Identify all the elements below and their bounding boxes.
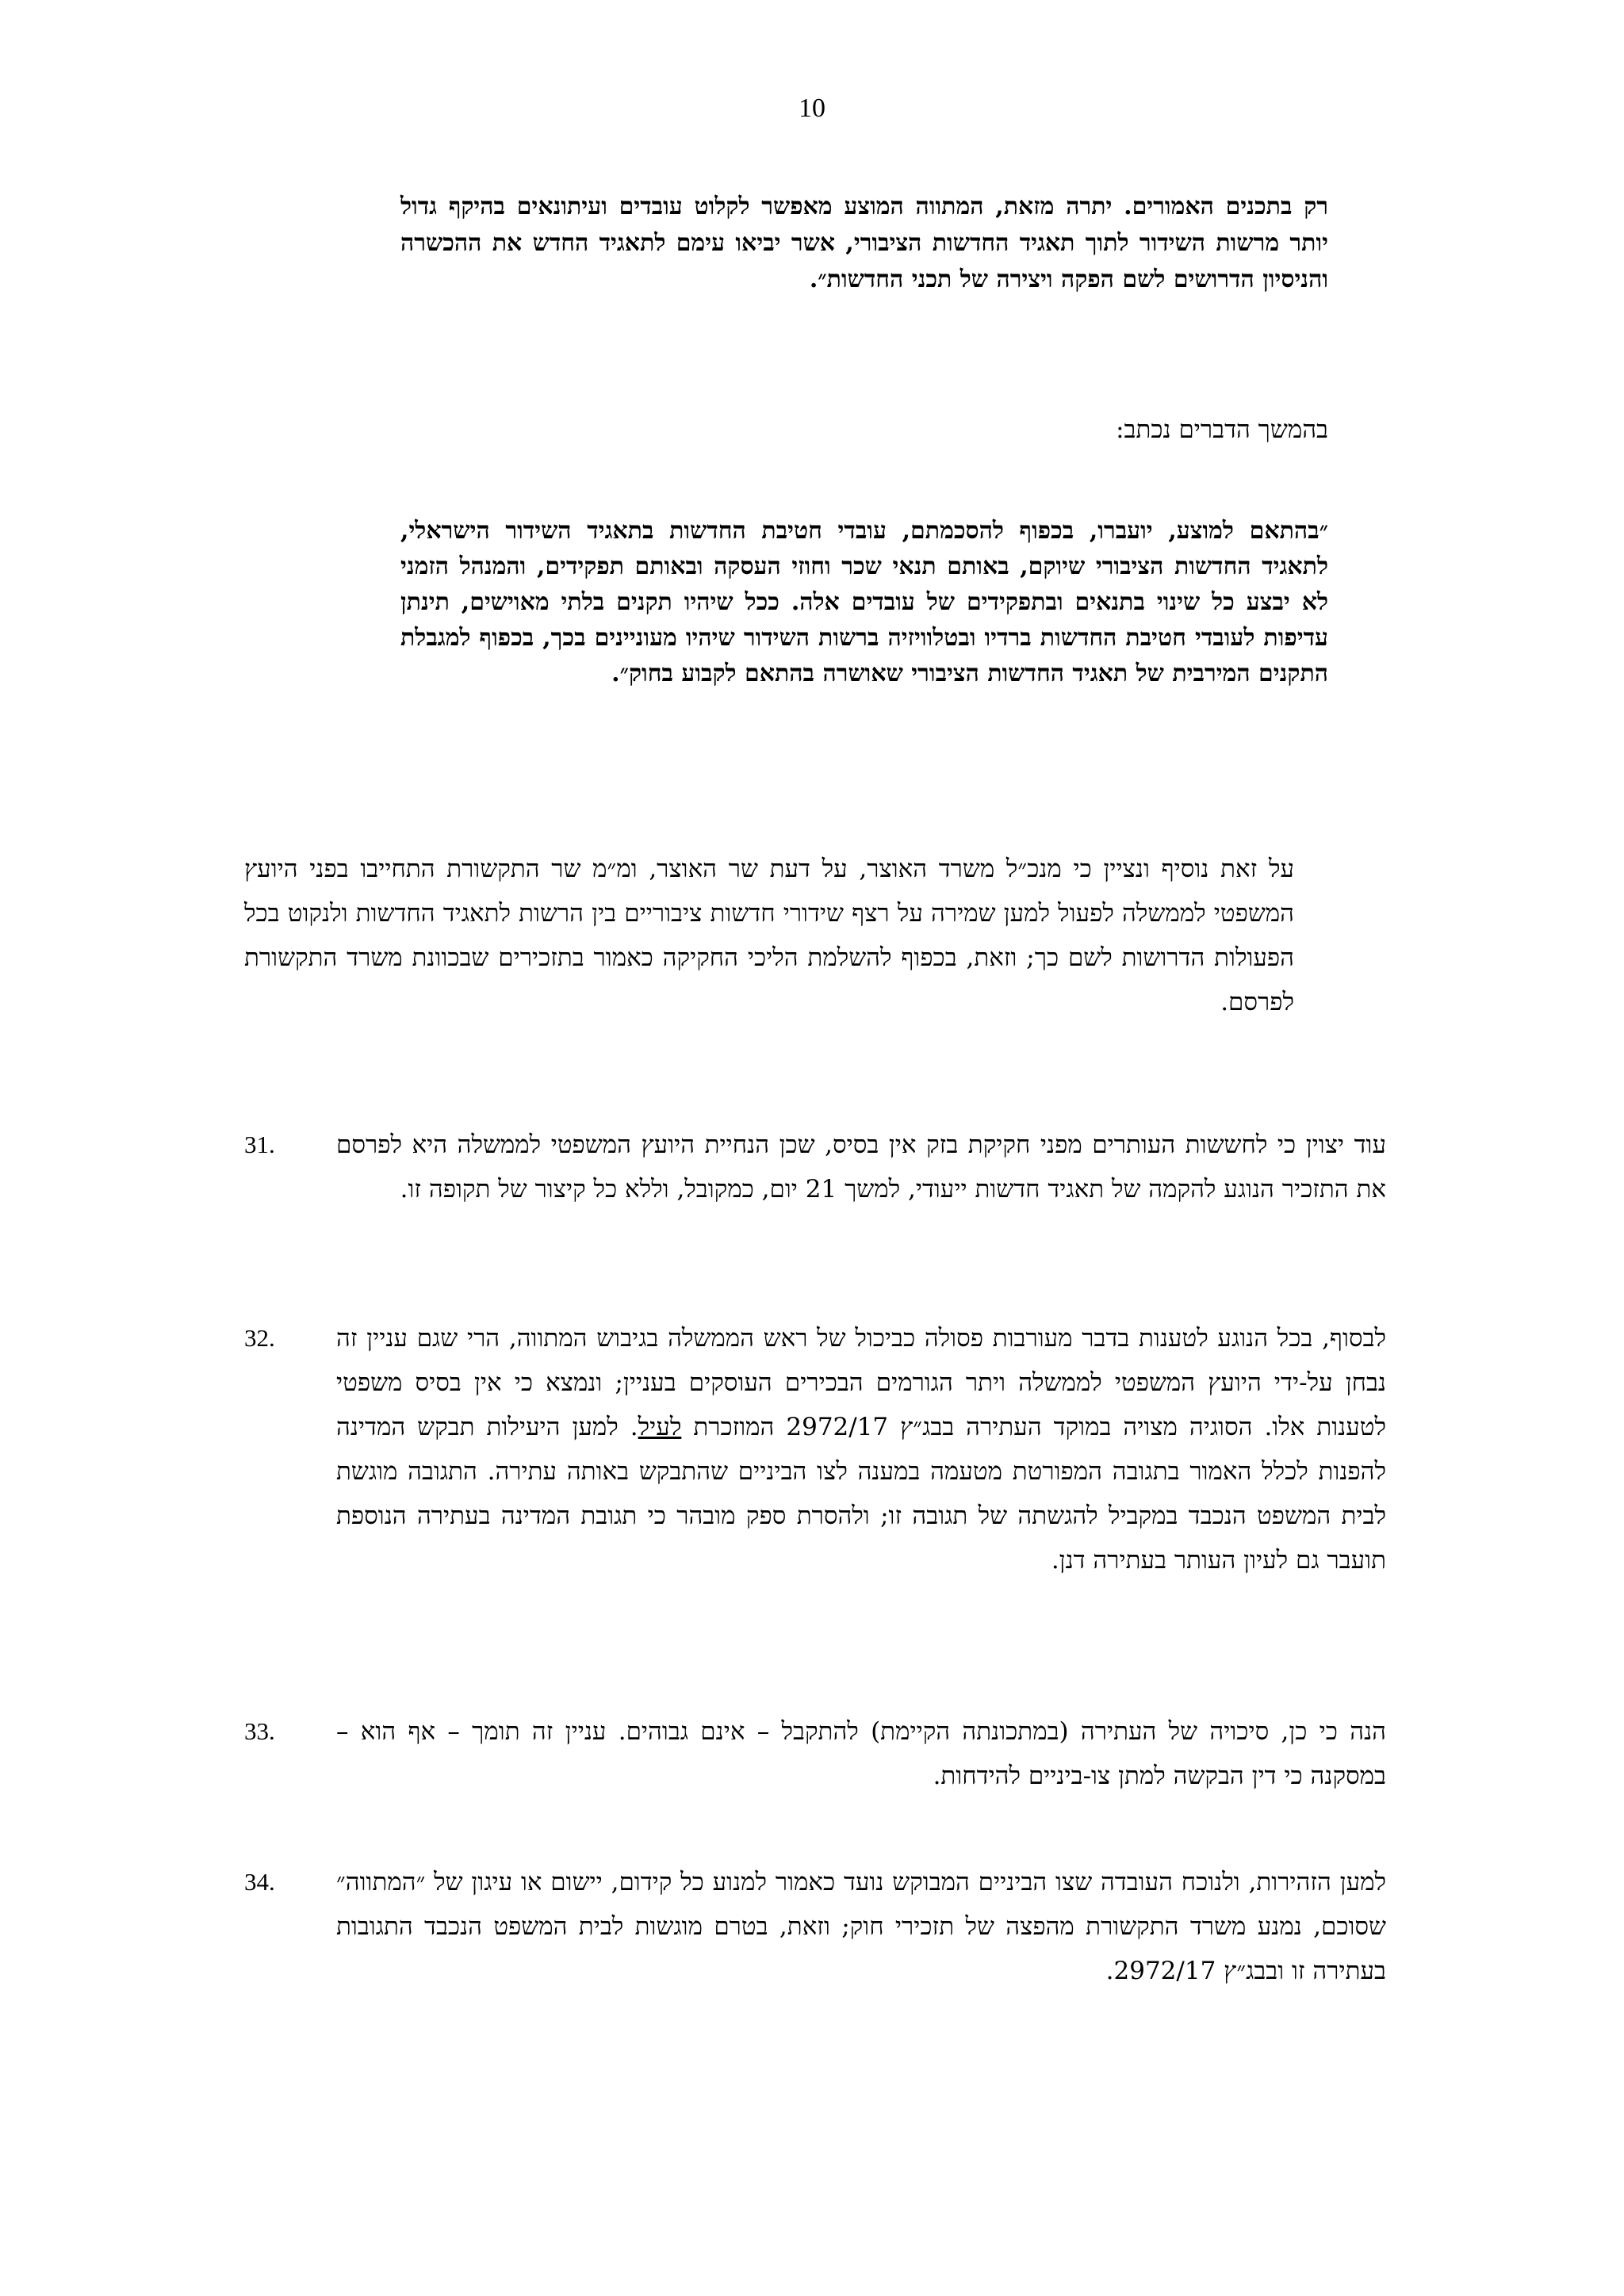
paragraph-32-number: 32. [244, 1324, 275, 1352]
paragraph-31-number: 31. [244, 1131, 275, 1158]
paragraph-32-underlined-ref: לעיל [638, 1413, 682, 1441]
paragraph-32-text [336, 1316, 1386, 1582]
paragraph-unnumbered: על זאת נוסיף ונציין כי מנכ״ל משרד האוצר, על דעת שר האוצר, ומ״מ שר התקשורת התחייבו בפני היועץ המשפטי לממשלה לפעול למען שמירה על רצף שידורי חדשות ציבוריים בין הרשות לתאגיד החדשות ולנקוט בכל הפעולות הדרושות לשם כך; וזאת, בכפוף להשלמת הליכי החקיקה כאמור בתזכירים שבכוונת משרד התקשורת לפרסם. [244, 855, 1294, 1016]
block-quote-second: ״בהתאם למוצע, יועברו, בכפוף להסכמתם, עובדי חטיבת החדשות בתאגיד השידור הישראלי, לתאגיד החדשות הציבורי שיוקם, באותם תנאי שכר וחוזי העסקה ובאותם תפקידים, והמנהל הזמני לא יבצע כל שינוי בתנאים ובתפקידים של עובדים אלה. ככל שיהיו תקנים בלתי מאוישים, תינתן עדיפות לעובדי חטיבת החדשות ברדיו ובטלוויזיה ברשות השידור שיהיו מעוניינים בכך, בכפוף למגבלת התקנים המירבית של תאגיד החדשות הציבורי שאושרה בהתאם לקבוע בחוק״. [400, 517, 1328, 687]
paragraph-34-text: למען הזהירות, ולנוכח העובדה שצו הביניים המבוקש נועד כאמור למנוע כל קידום, יישום או עיגון של ״המתווה״ שסוכם, נמנע משרד התקשורת מהפצה של תזכירי חוק; וזאת, בטרם מוגשות לבית המשפט הנכבד התגובות בעתירה זו ובבג״ץ 2972/17. [336, 1868, 1386, 1985]
paragraph-34-number: 34. [244, 1868, 275, 1896]
paragraph-33-number: 33. [244, 1717, 275, 1745]
paragraph-31-text: עוד יצוין כי לחששות העותרים מפני חקיקת בזק אין בסיס, שכן הנחיית היועץ המשפטי לממשלה היא לפרסם את התזכיר הנוגע להקמה של תאגיד חדשות ייעודי, למשך 21 יום, כמקובל, וללא כל קיצור של תקופה זו. [336, 1131, 1386, 1203]
paragraph-31 [244, 1123, 1386, 1211]
intro-line: בהמשך הדברים נכתב: [1116, 415, 1328, 444]
block-quote-top: רק בתכנים האמורים. יתרה מזאת, המתווה המוצע מאפשר לקלוט עובדים ועיתונאים בהיקף גדול יותר מרשות השידור לתוך תאגיד החדשות הציבורי, אשר יביאו עימם לתאגיד החדש את ההכשרה והניסיון הדרושים לשם הפקה ויצירה של תכני החדשות״. [400, 193, 1328, 293]
paragraph-32 [244, 1316, 1386, 1582]
paragraph-32-text-b: . למען היעילות תבקש המדינה להפנות לכלל האמור בתגובה המפורטת מטעמה במענה לצו הביניים שהתבקש באותה עתירה. התגובה מוגשת לבית המשפט הנכבד במקביל להגשתה של תגובה זו; ולהסרת ספק מובהר כי תגובת המדינה בעתירה הנוספת תועבר גם לעיון העותר בעתירה דנן. [336, 1413, 1386, 1575]
paragraph-33-text: הנה כי כן, סיכויה של העתירה (במתכונתה הקיימת) להתקבל – אינם גבוהים. עניין זה תומך – אף הוא – במסקנה כי דין הבקשה למתן צו-ביניים להידחות. [336, 1717, 1386, 1790]
paragraph-34 [244, 1860, 1386, 1993]
paragraph-32-text-a: לבסוף, בכל הנוגע לטענות בדבר מעורבות פסולה כביכול של ראש הממשלה בגיבוש המתווה, הרי שגם עניין זה נבחן על-ידי היועץ המשפטי לממשלה ויתר הגורמים הבכירים העוסקים בעניין; ונמצא כי אין בסיס משפטי לטענות אלו. הסוגיה מצויה במוקד העתירה בבג״ץ 2972/17 המוזכרת [336, 1324, 1387, 1441]
paragraph-33 [244, 1709, 1386, 1798]
page-number: 10 [799, 94, 825, 123]
